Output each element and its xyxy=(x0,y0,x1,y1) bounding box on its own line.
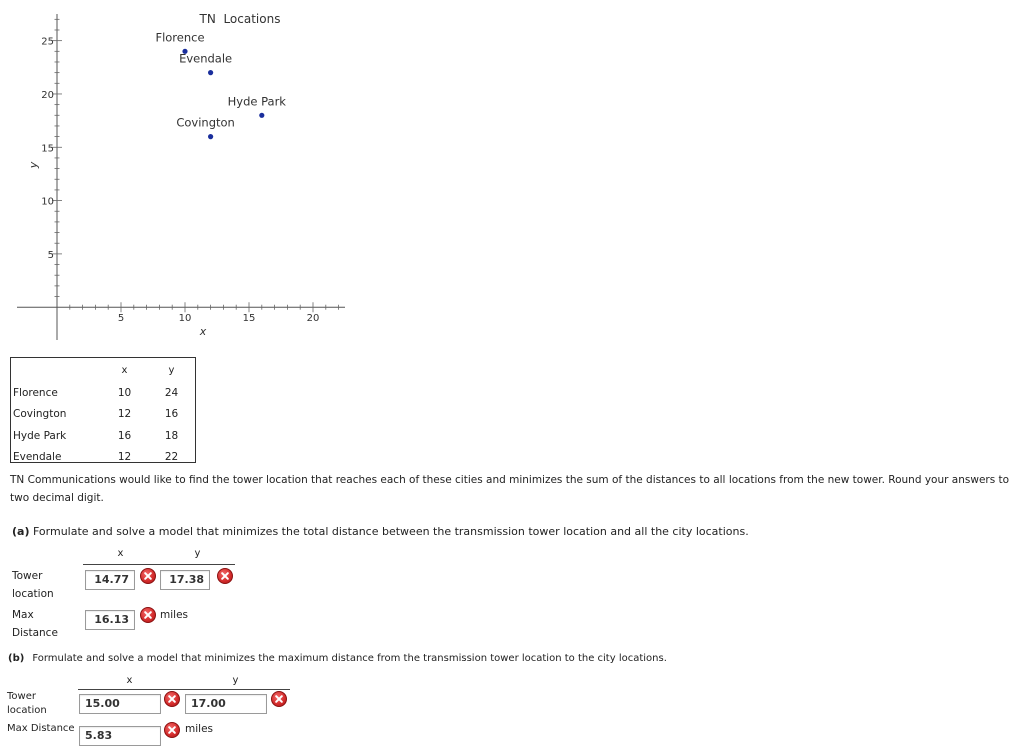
chart-title: TN Locations xyxy=(199,12,281,26)
problem-statement: TN Communications would like to find the tower location that reaches each of these cities and minimizes the sum of the distances to all locations from the new tower. Round your answers to two decimal digit. xyxy=(10,474,1010,504)
table-cell-x: 12 xyxy=(117,451,132,464)
table-header-y: y xyxy=(168,364,175,376)
part-a-text: Formulate and solve a model that minimizes the total distance between the transmission tower location and all the city locations. xyxy=(32,525,749,538)
point-label: Hyde Park xyxy=(227,94,286,109)
part-a-max-label-line2: Distance xyxy=(12,627,58,639)
table-cell-city: Hyde Park xyxy=(13,429,67,442)
wrong-answer-icon xyxy=(217,568,233,584)
part-a-tower-label-line1: Tower xyxy=(12,570,43,582)
y-tick-label: 20 xyxy=(41,89,54,101)
part-a-tag: (a) xyxy=(12,525,30,538)
part-b-text: Formulate and solve a model that minimizes the maximum distance from the transmission tower location to the city locations. xyxy=(32,653,667,664)
table-row xyxy=(11,425,195,447)
y-axis-label: y xyxy=(27,161,40,169)
y-tick-label: 5 xyxy=(47,249,54,261)
table-header-city xyxy=(11,358,101,382)
wrong-answer-icon xyxy=(140,607,156,623)
table-cell-y: 16 xyxy=(164,408,179,421)
table-cell-y: 18 xyxy=(164,429,179,442)
x-tick-label: 5 xyxy=(117,313,125,325)
part-b-col-y-header: y xyxy=(232,675,239,686)
part-a-max-distance-input[interactable]: 16.13 xyxy=(85,610,135,630)
part-b-tower-y-input[interactable]: 17.00 xyxy=(185,694,267,714)
point-label: Covington xyxy=(176,115,235,130)
wrong-answer-icon xyxy=(164,722,180,738)
part-a-unit: miles xyxy=(160,609,188,621)
part-a-tower-label-line2: location xyxy=(12,588,54,600)
x-tick-label: 20 xyxy=(306,313,320,325)
city-coordinates-table xyxy=(10,357,196,463)
chart-points xyxy=(155,30,286,139)
part-b-tower-x-input[interactable]: 15.00 xyxy=(79,694,161,714)
x-tick-label: 15 xyxy=(242,313,256,325)
y-tick-label: 25 xyxy=(41,36,54,48)
table-header-row xyxy=(11,358,195,382)
data-point xyxy=(259,113,264,118)
table-cell-y: 24 xyxy=(164,386,179,399)
table-cell-x: 16 xyxy=(117,429,132,442)
part-b-max-distance-input[interactable]: 5.83 xyxy=(79,726,161,746)
part-a-tower-label xyxy=(12,567,54,603)
part-b-tower-label xyxy=(7,690,47,718)
table-row xyxy=(11,382,195,404)
table-row xyxy=(11,404,195,426)
part-a-col-y-header: y xyxy=(194,548,201,559)
table-cell-city: Covington xyxy=(13,408,67,421)
part-b-col-x-header: x xyxy=(126,675,133,686)
table-cell-city: Florence xyxy=(13,386,58,399)
wrong-answer-icon xyxy=(271,691,287,707)
part-a-header-rule xyxy=(83,564,235,565)
part-b-heading xyxy=(8,653,667,664)
table-cell-x: 10 xyxy=(117,386,132,399)
wrong-answer-icon xyxy=(164,691,180,707)
wrong-answer-icon xyxy=(140,568,156,584)
part-a-col-x-header: x xyxy=(117,548,124,559)
part-a-heading xyxy=(12,525,749,538)
table-cell-y: 22 xyxy=(164,451,179,464)
part-a-tower-x-input[interactable]: 14.77 xyxy=(85,570,135,590)
table-row xyxy=(11,447,195,469)
x-axis-label: x xyxy=(199,325,207,338)
table-cell-city: Evendale xyxy=(13,451,62,464)
y-tick-label: 10 xyxy=(41,196,54,208)
tn-locations-chart xyxy=(0,0,360,345)
part-b-max-label: Max Distance xyxy=(7,723,75,734)
point-label: Evendale xyxy=(179,51,233,66)
data-point xyxy=(208,70,213,75)
part-b-tag: (b) xyxy=(8,653,25,664)
part-b-header-rule xyxy=(78,689,290,690)
y-tick-label: 15 xyxy=(41,143,54,155)
x-tick-label: 10 xyxy=(178,313,192,325)
part-b-unit: miles xyxy=(185,723,213,735)
part-a-max-label-line1: Max xyxy=(12,609,34,621)
table-cell-x: 12 xyxy=(117,408,132,421)
part-a-tower-y-input[interactable]: 17.38 xyxy=(160,570,210,590)
part-a-max-label xyxy=(12,606,58,642)
table-header-x: x xyxy=(121,364,128,376)
part-b-tower-label-line2: location xyxy=(7,705,47,716)
part-b-tower-label-line1: Tower xyxy=(7,691,36,702)
data-point xyxy=(208,134,213,139)
point-label: Florence xyxy=(155,30,205,45)
